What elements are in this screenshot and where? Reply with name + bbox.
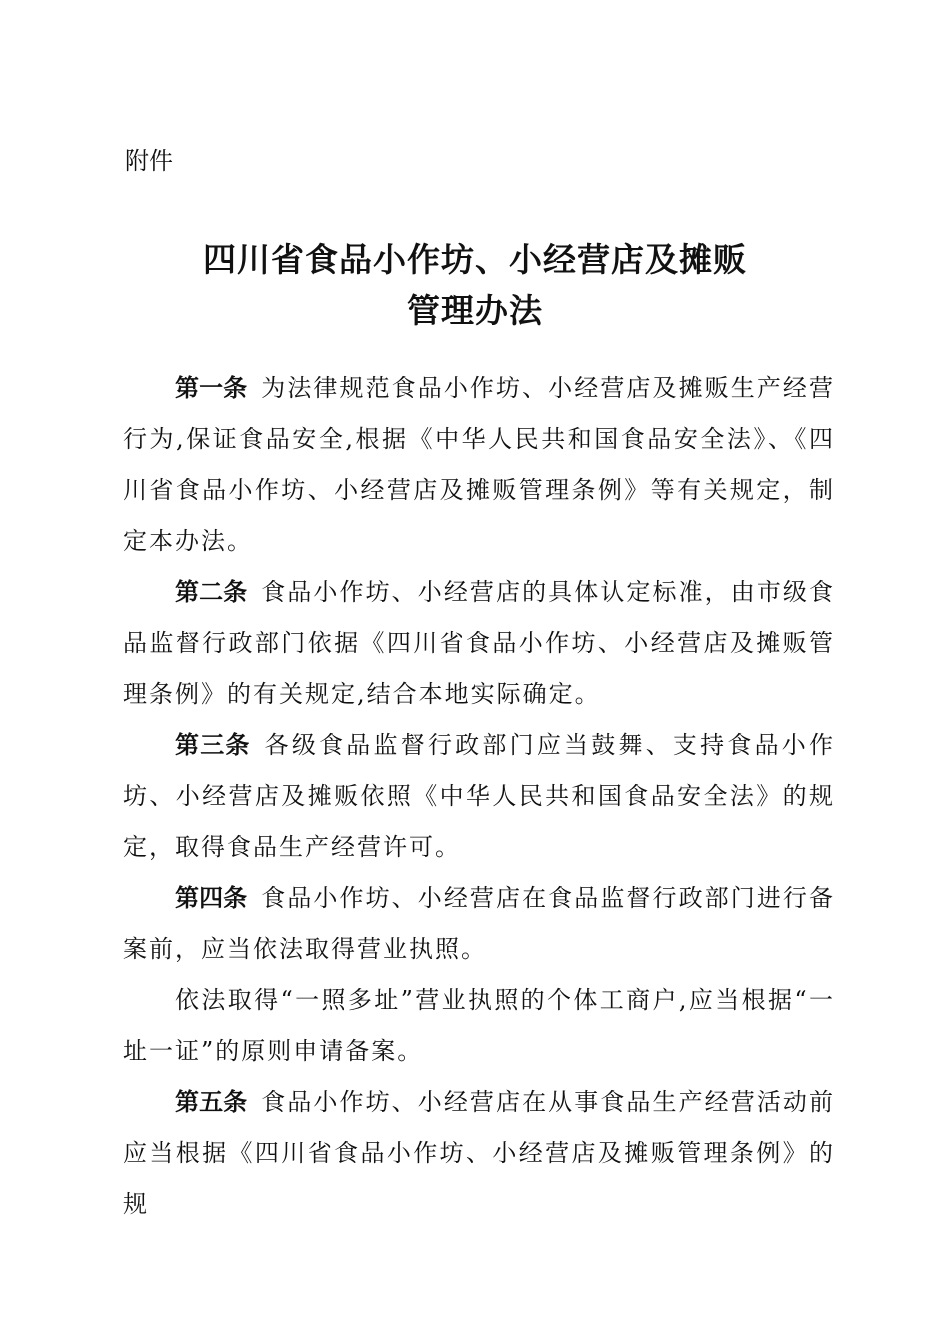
article-text: 食品小作坊、小经营店的具体认定标准，由市级食品监督行政部门依据《四川省食品小作坊、小经营店及摊贩管理条例》的有关规定,结合本地实际确定。	[123, 578, 835, 708]
document-body	[123, 363, 835, 1230]
article-number: 第四条	[175, 884, 248, 912]
article-2	[123, 567, 835, 720]
article-1	[123, 363, 835, 567]
article-text: 食品小作坊、小经营店在食品监督行政部门进行备案前，应当依法取得营业执照。	[123, 884, 835, 963]
article-text: 为法律规范食品小作坊、小经营店及摊贩生产经营行为,保证食品安全,根据《中华人民共和国食品安全法》、《四川省食品小作坊、小经营店及摊贩管理条例》等有关规定，制定本办法。	[123, 374, 835, 555]
paragraph-text: 依法取得“一照多址”营业执照的个体工商户,应当根据“一址一证”的原则申请备案。	[123, 986, 835, 1065]
article-number: 第三条	[175, 731, 251, 759]
article-number: 第五条	[175, 1088, 248, 1116]
article-4-clause-2	[123, 975, 835, 1077]
article-text: 食品小作坊、小经营店在从事食品生产经营活动前应当根据《四川省食品小作坊、小经营店及摊贩管理条例》的规	[123, 1088, 835, 1218]
article-5	[123, 1077, 835, 1230]
attachment-label: 附件	[125, 147, 173, 175]
article-number: 第一条	[175, 374, 248, 402]
article-3	[123, 720, 835, 873]
article-number: 第二条	[175, 578, 248, 606]
document-title-line-1: 四川省食品小作坊、小经营店及摊贩	[203, 240, 747, 279]
article-4	[123, 873, 835, 975]
document-title-line-2: 管理办法	[407, 291, 543, 330]
article-text: 各级食品监督行政部门应当鼓舞、支持食品小作坊、小经营店及摊贩依照《中华人民共和国食品安全法》的规定，取得食品生产经营许可。	[123, 731, 836, 861]
